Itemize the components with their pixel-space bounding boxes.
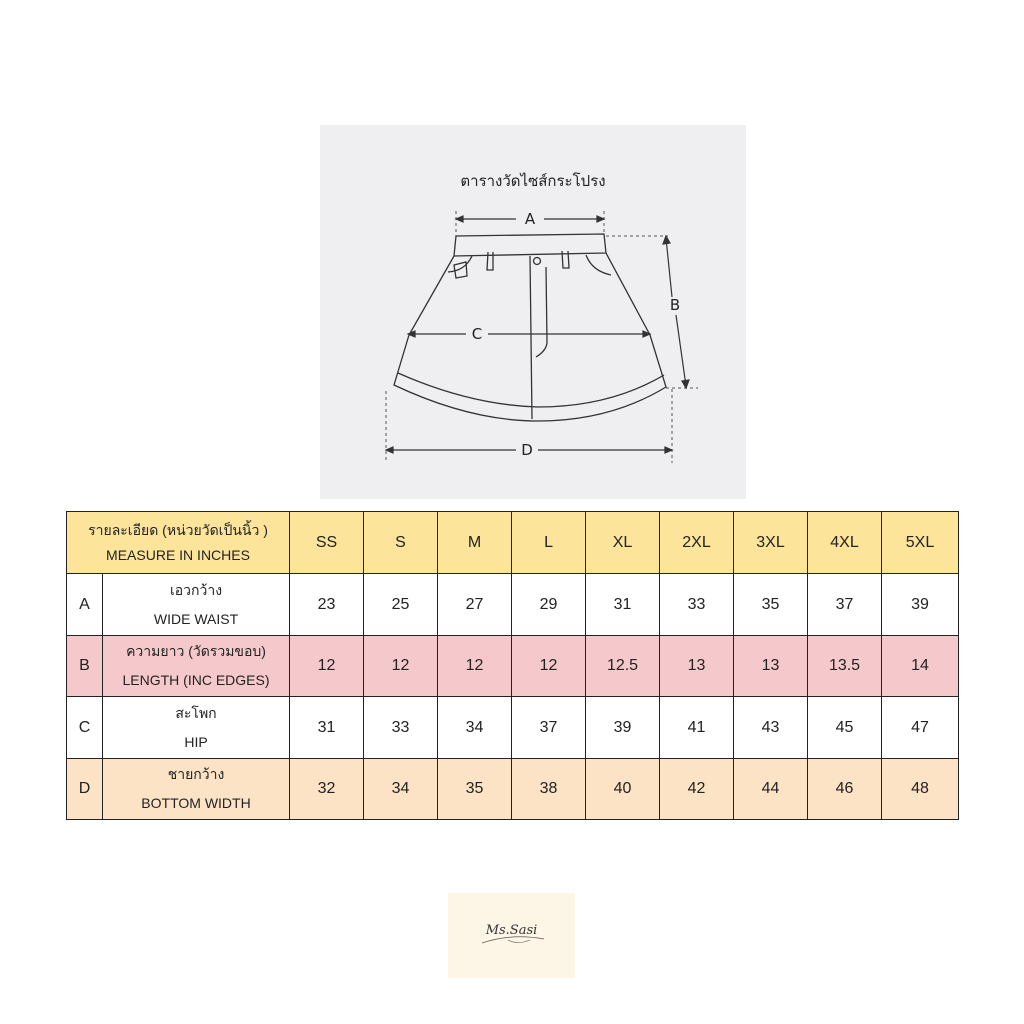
value-cell: 14 [882,636,959,697]
size-header: 3XL [734,512,808,574]
value-cell: 29 [512,574,586,636]
value-cell: 43 [734,697,808,759]
measure-cell [103,574,290,636]
value-cell: 35 [438,759,512,820]
label-d: D [521,441,533,459]
value-cell: 31 [586,574,660,636]
diagram-title: ตารางวัดไซส์กระโปรง [460,172,606,190]
table-row [67,697,959,759]
value-cell: 48 [882,759,959,820]
value-cell: 33 [660,574,734,636]
logo-swash-icon [448,893,575,978]
brand-logo [448,893,575,978]
value-cell: 12 [512,636,586,697]
value-cell: 12.5 [586,636,660,697]
value-cell: 46 [808,759,882,820]
value-cell: 13.5 [808,636,882,697]
value-cell: 32 [290,759,364,820]
value-cell: 13 [660,636,734,697]
value-cell: 12 [290,636,364,697]
table-row [67,574,959,636]
value-cell: 45 [808,697,882,759]
size-header: SS [290,512,364,574]
measure-en: WIDE WAIST [153,610,239,627]
value-cell: 12 [438,636,512,697]
value-cell: 35 [734,574,808,636]
measure-cell [103,697,290,759]
measure-cell [103,636,290,697]
value-cell: 38 [512,759,586,820]
value-cell: 34 [364,759,438,820]
size-header: 4XL [808,512,882,574]
size-header: L [512,512,586,574]
label-a: A [524,210,536,228]
value-cell: 37 [808,574,882,636]
value-cell: 39 [586,697,660,759]
row-letter: A [67,574,103,636]
value-cell: 33 [364,697,438,759]
skirt-diagram-panel [320,125,746,499]
skirt-button [534,258,541,265]
value-cell: 40 [586,759,660,820]
value-cell: 12 [364,636,438,697]
row-letter: B [67,636,103,697]
size-header: M [438,512,512,574]
value-cell: 23 [290,574,364,636]
measure-b-line [666,238,672,297]
table-row [67,636,959,697]
size-header: 2XL [660,512,734,574]
size-header: S [364,512,438,574]
measure-th: ชายกว้าง [167,766,225,782]
skirt-fly [530,256,532,419]
skirt-waistband [454,234,606,256]
value-cell: 47 [882,697,959,759]
value-cell: 44 [734,759,808,820]
brand-logo-text: Ms.Sasi [485,923,538,938]
measure-cell [103,759,290,820]
value-cell: 25 [364,574,438,636]
size-header: 5XL [882,512,959,574]
measure-th: ความยาว (วัดรวมขอบ) [126,643,266,659]
label-c: C [471,325,483,343]
value-cell: 34 [438,697,512,759]
size-table [66,511,959,820]
measure-en: BOTTOM WIDTH [141,795,251,811]
label-b: B [669,296,681,314]
value-cell: 31 [290,697,364,759]
value-cell: 41 [660,697,734,759]
measure-en: LENGTH (INC EDGES) [122,672,270,688]
skirt-fly-stitch [536,267,547,357]
value-cell: 39 [882,574,959,636]
measure-th: สะโพก [175,704,217,721]
value-cell: 27 [438,574,512,636]
right-pocket [586,255,611,275]
measure-en: HIP [184,733,208,750]
measure-th: เอวกว้าง [169,581,223,598]
size-header: XL [586,512,660,574]
header-label-th: รายละเอียด (หน่วยวัดเป็นนิ้ว ) [88,521,268,538]
table-header-row [67,512,959,574]
row-letter: C [67,697,103,759]
header-label-en: MEASURE IN INCHES [106,546,250,563]
header-label-cell [67,512,290,574]
value-cell: 13 [734,636,808,697]
value-cell: 37 [512,697,586,759]
value-cell: 42 [660,759,734,820]
table-row [67,759,959,820]
row-letter: D [67,759,103,820]
